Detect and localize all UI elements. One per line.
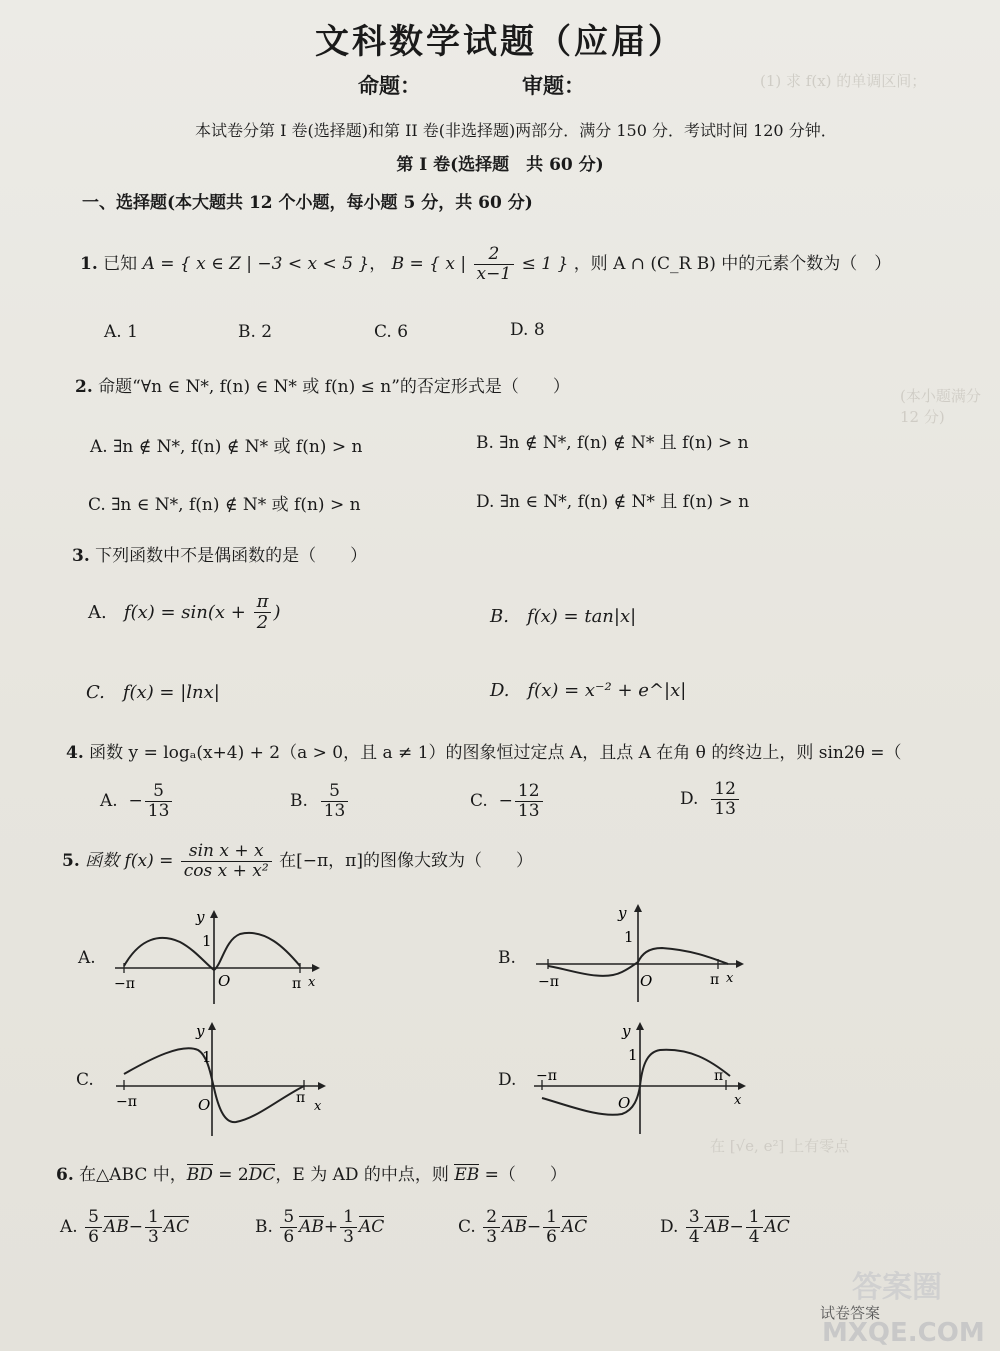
- graph-a: [110, 908, 330, 1008]
- graph-b-xmin-label: −π: [538, 974, 559, 990]
- question-6: 6. 在△ABC 中，BD = 2DC，E 为 AD 的中点，则 EB =（ ）: [56, 1165, 567, 1185]
- graph-d-label: D.: [498, 1070, 517, 1090]
- set-a: A = { x ∈ Z | −3 < x < 5 }: [142, 254, 370, 275]
- q2-option-c: C. ∃n ∈ N*, f(n) ∉ N* 或 f(n) > n: [88, 495, 361, 515]
- graph-b: [532, 902, 754, 1006]
- graph-a-xmin-label: −π: [114, 976, 135, 992]
- reviewer-label: 审题：: [522, 73, 585, 98]
- question-4: 4. 函数 y = logₐ(x+4) + 2（a > 0，且 a ≠ 1）的图象恒过定点 A，且点 A 在角 θ 的终边上，则 sin2θ =（: [66, 743, 902, 763]
- graph-a-one-label: 1: [202, 932, 212, 950]
- q3-option-d: D. f(x) = x⁻² + e^|x|: [490, 680, 687, 701]
- q1-option-b: B. 2: [238, 322, 273, 342]
- q6-option-c: C. $\frac{2}{3}$ AB− $\frac{1}{6}$ AC: [458, 1207, 588, 1247]
- q4-option-c: C. − $\frac{12}{13}$: [470, 782, 545, 821]
- graph-c-x-label: x: [314, 1099, 322, 1114]
- exam-page: (1) 求 f(x) 的单调区间； (本小题满分 12 分) 在 [√e, e²] 上有零点 文科数学试题（应届） 命题： 审题： 本试卷分第 I 卷(选择题)和第 II 卷(非选择题)两部分．满分 150 分．考试时间 120 分钟． 第 I 卷(选择题 共 60 分) 一、选择题(本大题共 12 个小题，每小题 5 分，共 60 分) 1. 已知 A = { x ∈ Z | −3 < x < 5 }， B = { x | $\frac{2}{x-1}$ ≤ 1 } ，则 A ∩ (C_R B) 中的元素个数为（ ） A. 1 B. 2 C. 6 D. 8 2. 命题“∀n ∈ N*, f(n) ∈ N* 或 f(n) ≤ n”的否定形式是（ ） A. ∃n ∉ N*, f(n) ∉ N* 或 f(n) > n B. ∃n ∉ N*, f(n) ∉ N* 且 f(n) > n C. ∃n ∈ N*, f(n) ∉ N* 或 f(n) > n D. ∃n ∈ N*, f(n) ∉ N* 且 f(n) > n 3. 下列函数中不是偶函数的是（ ） A. f(x) = sin(x + $\frac{\pi}{2}$ ) B. f(x) = tan|x| C. f(x) = |lnx| D. f(x) = x⁻² + e^|x| 4. 函数 y = logₐ(x+4) + 2（a > 0，且 a ≠ 1）的图象恒过定点 A，且点 A 在角 θ 的终边上，则 sin2θ =（ A. − $\frac{5}{13}$ B. $\frac{5}{13}$ C. − $\frac{12}{13}$ D. $\frac{12}{13}$ 5. 函数 f(x) = $\frac{\text{sin x + x}}{\text{cos x + x²}}$ 在[−π，π]的图像大致为（ ） A. y 1 O −π π x B. y 1 O −π π x C. y 1 O −π π x D. y 1 O −π π x 6. 在△ABC 中，BD = 2DC，E 为 AD 的中点，则 EB =（ ） A. $\frac{5}{6}$ AB− $\frac{1}{3}$ AC B. $\frac{5}{6}$ AB+ $\frac{1}{3}$ AC C. $\frac{2}{3}$ AB− $\frac{1}{6}$ AC D. $\frac{3}{4}$ AB− $\frac{1}{4}$ AC 答案圈 试卷答案 MXQE.COM: [0, 0, 1000, 1351]
- graph-b-xmax-label: π: [710, 972, 720, 988]
- graph-b-y-label: y: [618, 904, 627, 922]
- graph-d-xmax-label: π: [714, 1068, 724, 1084]
- graph-a-label: A.: [78, 948, 96, 968]
- graph-c-xmin-label: −π: [116, 1094, 137, 1110]
- q5-fraction: $\frac{\text{sin x + x}}{\text{cos x + x²}}$: [181, 842, 272, 881]
- graph-c-y-label: y: [196, 1022, 205, 1040]
- graph-a-origin-label: O: [218, 972, 231, 990]
- graph-b-origin-label: O: [640, 972, 653, 990]
- q2-option-d: D. ∃n ∈ N*, f(n) ∉ N* 且 f(n) > n: [476, 492, 750, 512]
- part-heading: 第 I 卷(选择题 共 60 分): [396, 155, 604, 175]
- graph-b-label: B.: [498, 948, 516, 968]
- section-heading: 一、选择题(本大题共 12 个小题，每小题 5 分，共 60 分): [82, 193, 533, 213]
- q6-option-d: D. $\frac{3}{4}$ AB− $\frac{1}{4}$ AC: [660, 1207, 790, 1247]
- graph-d: [530, 1018, 756, 1138]
- graph-b-x-label: x: [726, 971, 734, 986]
- graph-d-y-label: y: [622, 1022, 631, 1040]
- q6-option-b: B. $\frac{5}{6}$ AB+ $\frac{1}{3}$ AC: [255, 1207, 385, 1247]
- graph-a-xmax-label: π: [292, 976, 302, 992]
- q2-option-b: B. ∃n ∉ N*, f(n) ∉ N* 且 f(n) > n: [476, 433, 749, 453]
- q3-option-b: B. f(x) = tan|x|: [490, 606, 637, 627]
- q3-option-c: C. f(x) = |lnx|: [86, 682, 220, 703]
- q1-option-c: C. 6: [374, 322, 409, 342]
- graph-c-label: C.: [76, 1070, 94, 1090]
- question-5: 5. 函数 f(x) = $\frac{\text{sin x + x}}{\text{cos x + x²}}$ 在[−π，π]的图像大致为（ ）: [62, 841, 533, 881]
- q4-option-b: B. $\frac{5}{13}$: [290, 782, 350, 821]
- graph-a-x-label: x: [308, 975, 316, 990]
- question-1: 1. 已知 A = { x ∈ Z | −3 < x < 5 }， B = { x | $\frac{2}{x-1}$ ≤ 1 } ，则 A ∩ (C_R B) 中的元素个数为（ ）: [80, 244, 892, 284]
- q4-option-a: A. − $\frac{5}{13}$: [100, 782, 174, 821]
- graph-a-y-label: y: [196, 908, 205, 926]
- watermark-tag: 试卷答案: [820, 1304, 881, 1322]
- watermark-logo-icon: 答案圈: [852, 1270, 942, 1305]
- set-b-fraction: $\frac{2}{x-1}$: [474, 245, 515, 284]
- exam-note: 本试卷分第 I 卷(选择题)和第 II 卷(非选择题)两部分．满分 150 分．考试时间 120 分钟．: [195, 121, 837, 140]
- q6-option-a: A. $\frac{5}{6}$ AB− $\frac{1}{3}$ AC: [60, 1207, 190, 1247]
- q3-option-a: A. f(x) = sin(x + $\frac{\pi}{2}$ ): [88, 591, 281, 633]
- q1-option-a: A. 1: [104, 322, 138, 342]
- q4-option-d: D. $\frac{12}{13}$: [680, 780, 741, 819]
- question-2: 2. 命题“∀n ∈ N*, f(n) ∈ N* 或 f(n) ≤ n”的否定形式是（ ）: [75, 377, 570, 397]
- question-3: 3. 下列函数中不是偶函数的是（ ）: [72, 546, 368, 566]
- graph-c-origin-label: O: [198, 1096, 211, 1114]
- graph-b-one-label: 1: [624, 928, 634, 946]
- q2-option-a: A. ∃n ∉ N*, f(n) ∉ N* 或 f(n) > n: [90, 437, 363, 457]
- graph-d-x-label: x: [734, 1093, 742, 1108]
- q1-option-d: D. 8: [510, 320, 545, 340]
- graph-c-xmax-label: π: [296, 1090, 306, 1106]
- graph-d-one-label: 1: [628, 1046, 638, 1064]
- setter-label: 命题：: [358, 73, 421, 98]
- watermark-site: MXQE.COM: [822, 1318, 985, 1348]
- exam-title: 文科数学试题（应届）: [315, 22, 685, 62]
- graph-c: [112, 1018, 334, 1140]
- graph-d-xmin-label: −π: [536, 1068, 557, 1084]
- graph-d-origin-label: O: [618, 1094, 631, 1112]
- graph-c-one-label: 1: [202, 1048, 212, 1066]
